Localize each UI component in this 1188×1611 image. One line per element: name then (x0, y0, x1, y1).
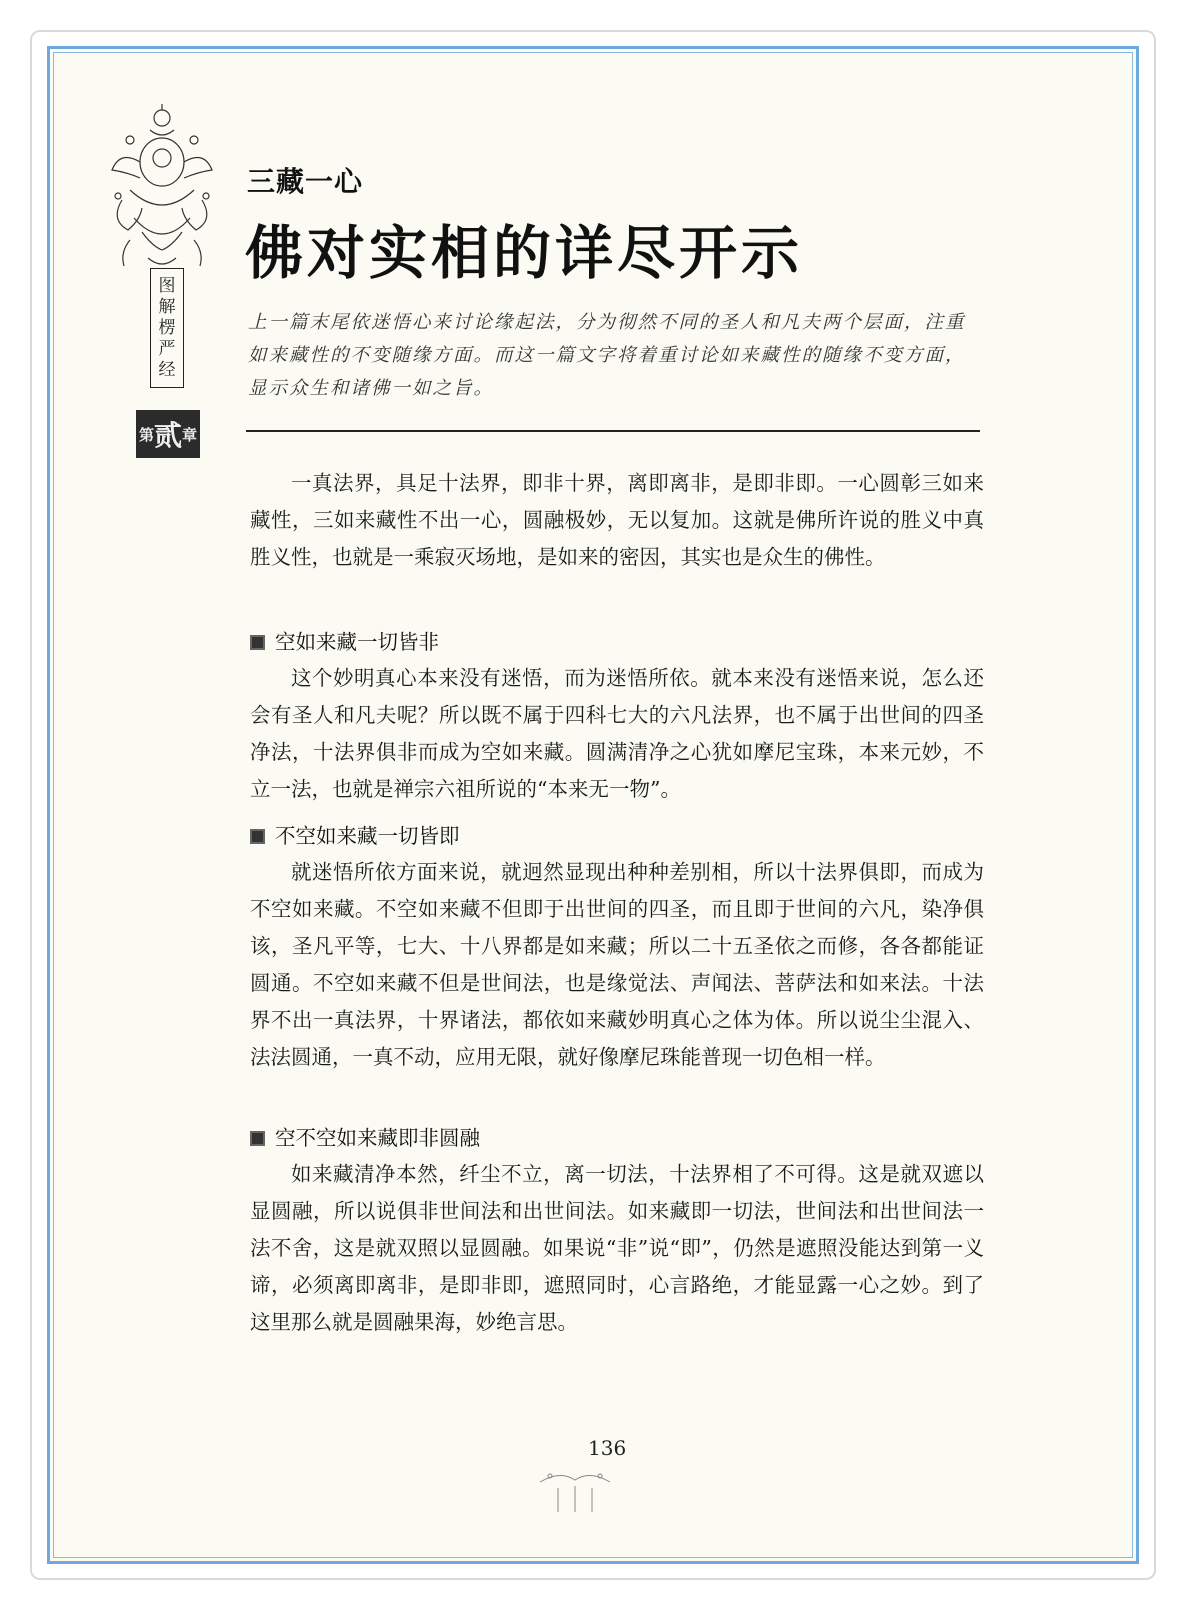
footer-ornament-icon (530, 1462, 620, 1514)
section-heading (250, 818, 984, 854)
book-title-vertical (150, 268, 184, 388)
body-paragraph: 就迷悟所依方面来说，就迥然显现出种种差别相，所以十法界俱即，而成为不空如来藏。不空如来藏不但即于出世间的四圣，而且即于世间的六凡，染净俱该，圣凡平等，七大、十八界都是如来藏；所以二十五圣依之而修，各各都能证圆通。不空如来藏不但是世间法，也是缘觉法、声闻法、菩萨法和如来法。十法界不出一真法界，十界诸法，都依如来藏妙明真心之体为体。所以说尘尘混入、法法圆通，一真不动，应用无限，就好像摩尼珠能普现一切色相一样。 (250, 860, 984, 1069)
body-paragraph: 一真法界，具足十法界，即非十界，离即离非，是即非即。一心圆彰三如来藏性，三如来藏性不出一心，圆融极妙，无以复加。这就是佛所许说的胜义中真胜义性，也就是一乘寂灭场地，是如来的密因，其实也是众生的佛性。 (250, 471, 984, 569)
body-section-3 (250, 1120, 984, 1341)
section-heading-text: 空如来藏一切皆非 (275, 630, 439, 654)
section-heading-text: 空不空如来藏即非圆融 (275, 1126, 480, 1150)
book-title-char: 严 (158, 338, 176, 359)
book-title-char: 图 (158, 275, 176, 296)
body-section-1 (250, 624, 984, 808)
body-paragraph: 这个妙明真心本来没有迷悟，而为迷悟所依。就本来没有迷悟来说，怎么还会有圣人和凡夫呢？所以既不属于四科七大的六凡法界，也不属于出世间的四圣净法，十法界俱非而成为空如来藏。圆满清净之心犹如摩尼宝珠，本来元妙，不立一法，也就是禅宗六祖所说的“本来无一物”。 (250, 666, 984, 801)
body-section-2 (250, 818, 984, 1076)
chapter-number: 贰 (153, 419, 182, 452)
section-heading (250, 1120, 984, 1156)
page-title: 佛对实相的详尽开示 (245, 219, 804, 287)
book-title-char: 解 (158, 296, 176, 317)
body-paragraph: 如来藏清净本然，纤尘不立，离一切法，十法界相了不可得。这是就双遮以显圆融，所以说俱非世间法和出世间法。如来藏即一切法，世间法和出世间法一法不舍，这是就双照以显圆融。如果说“非”说“即”，仍然是遮照没能达到第一义谛，必须离即离非，是即非即，遮照同时，心言路绝，才能显露一心之妙。到了这里那么就是圆融果海，妙绝言思。 (250, 1162, 984, 1334)
book-title-char: 经 (158, 359, 176, 380)
chapter-prefix: 第 (138, 425, 154, 444)
square-bullet-icon (250, 635, 265, 650)
book-title-char: 楞 (158, 317, 176, 338)
chapter-badge (136, 410, 200, 458)
divider (246, 430, 980, 432)
chapter-suffix: 章 (182, 425, 198, 444)
section-heading-text: 不空如来藏一切皆即 (275, 824, 460, 848)
lotus-ornament-icon (100, 100, 224, 290)
series-title: 三藏一心 (247, 165, 364, 198)
intro-summary: 上一篇末尾依迷悟心来讨论缘起法，分为彻然不同的圣人和凡夫两个层面，注重如来藏性的不变随缘方面。而这一篇文字将着重讨论如来藏性的随缘不变方面，显示众生和诸佛一如之旨。 (248, 312, 966, 399)
page-number: 136 (588, 1436, 627, 1460)
section-heading (250, 624, 984, 660)
body-section-intro (250, 465, 984, 576)
square-bullet-icon (250, 829, 265, 844)
square-bullet-icon (250, 1131, 265, 1146)
